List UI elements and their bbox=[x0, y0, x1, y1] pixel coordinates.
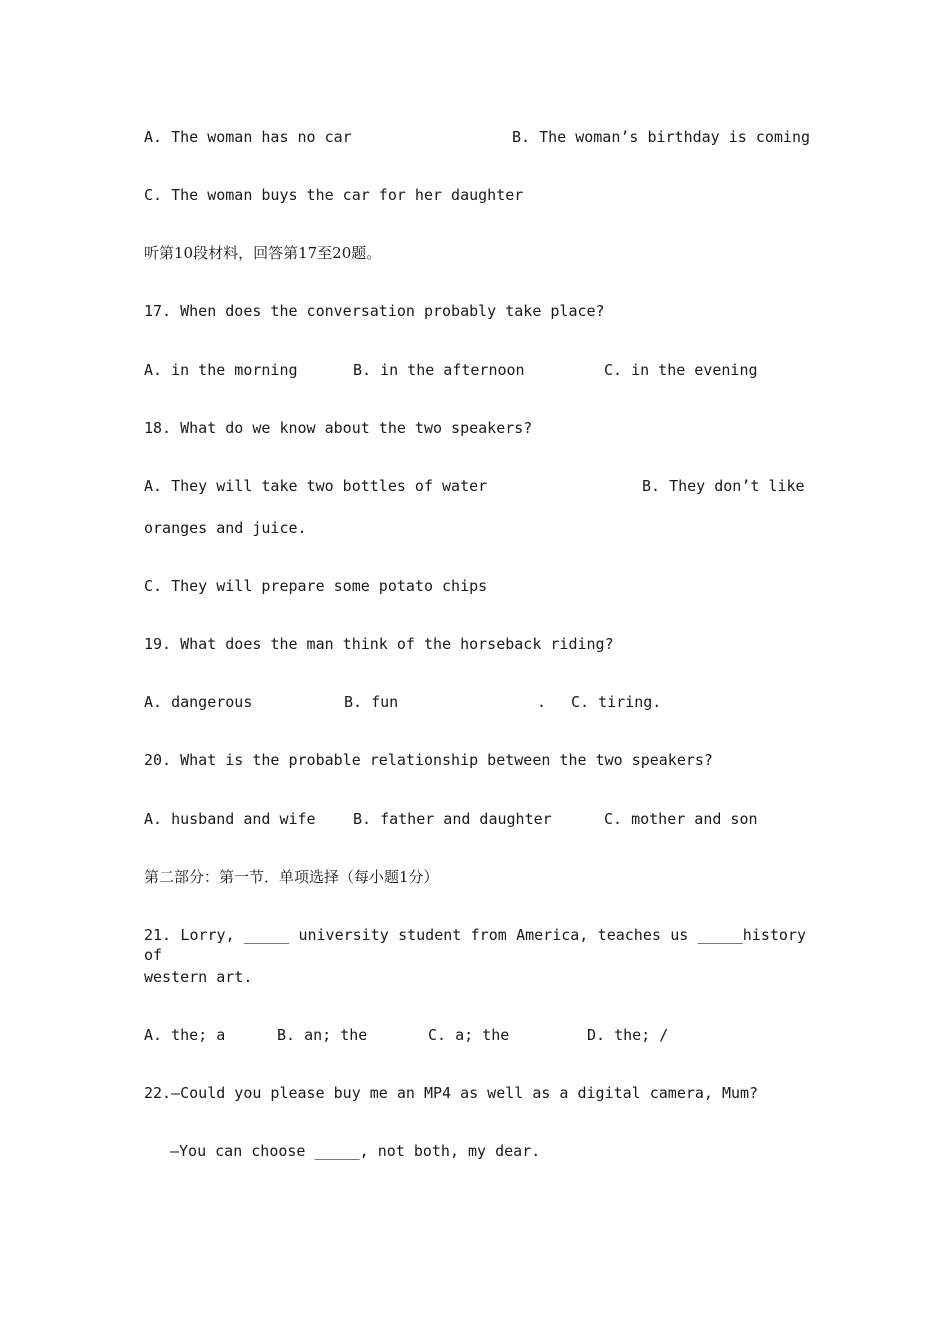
q20-option-c: C. mother and son bbox=[604, 810, 758, 828]
q18-option-b: B. They don’t like bbox=[642, 477, 805, 495]
q19-option-a: A. dangerous bbox=[144, 693, 253, 711]
question-19: 19. What does the man think of the horseback riding? bbox=[144, 635, 614, 653]
q18-option-b-continued: oranges and juice. bbox=[144, 519, 307, 537]
q16-option-a: A. The woman has no car bbox=[144, 128, 352, 146]
q21-option-d: D. the; / bbox=[587, 1026, 669, 1044]
q20-option-b: B. father and daughter bbox=[353, 810, 552, 828]
q21-option-a: A. the; a bbox=[144, 1026, 226, 1044]
q19-option-b: B. fun bbox=[344, 693, 399, 711]
q16-option-b: B. The woman’s birthday is coming bbox=[512, 128, 811, 146]
q19-option-c: C. tiring. bbox=[571, 693, 662, 711]
section-10-instruction: 听第10段材料，回答第17至20题。 bbox=[144, 244, 382, 262]
q17-option-c: C. in the evening bbox=[604, 361, 758, 379]
q21-option-b: B. an; the bbox=[277, 1026, 368, 1044]
question-18: 18. What do we know about the two speakers? bbox=[144, 419, 533, 437]
question-21-continued: western art. bbox=[144, 968, 253, 986]
q21-option-c: C. a; the bbox=[428, 1026, 510, 1044]
q19-stray-dot: . bbox=[537, 693, 547, 711]
part-2-heading: 第二部分：第一节．单项选择（每小题1分） bbox=[144, 868, 439, 886]
q17-option-b: B. in the afternoon bbox=[353, 361, 525, 379]
question-17: 17. When does the conversation probably take place? bbox=[144, 302, 605, 320]
question-20: 20. What is the probable relationship between the two speakers? bbox=[144, 751, 713, 769]
q18-option-a: A. They will take two bottles of water bbox=[144, 477, 488, 495]
question-21: 21. Lorry, _____ university student from America, teaches us _____history of bbox=[144, 926, 806, 964]
q16-option-c: C. The woman buys the car for her daughter bbox=[144, 186, 524, 204]
q17-option-a: A. in the morning bbox=[144, 361, 298, 379]
question-22: 22.—Could you please buy me an MP4 as well as a digital camera, Mum? bbox=[144, 1084, 759, 1102]
question-22-reply: —You can choose _____, not both, my dear. bbox=[170, 1142, 541, 1160]
q18-option-c: C. They will prepare some potato chips bbox=[144, 577, 488, 595]
q20-option-a: A. husband and wife bbox=[144, 810, 316, 828]
